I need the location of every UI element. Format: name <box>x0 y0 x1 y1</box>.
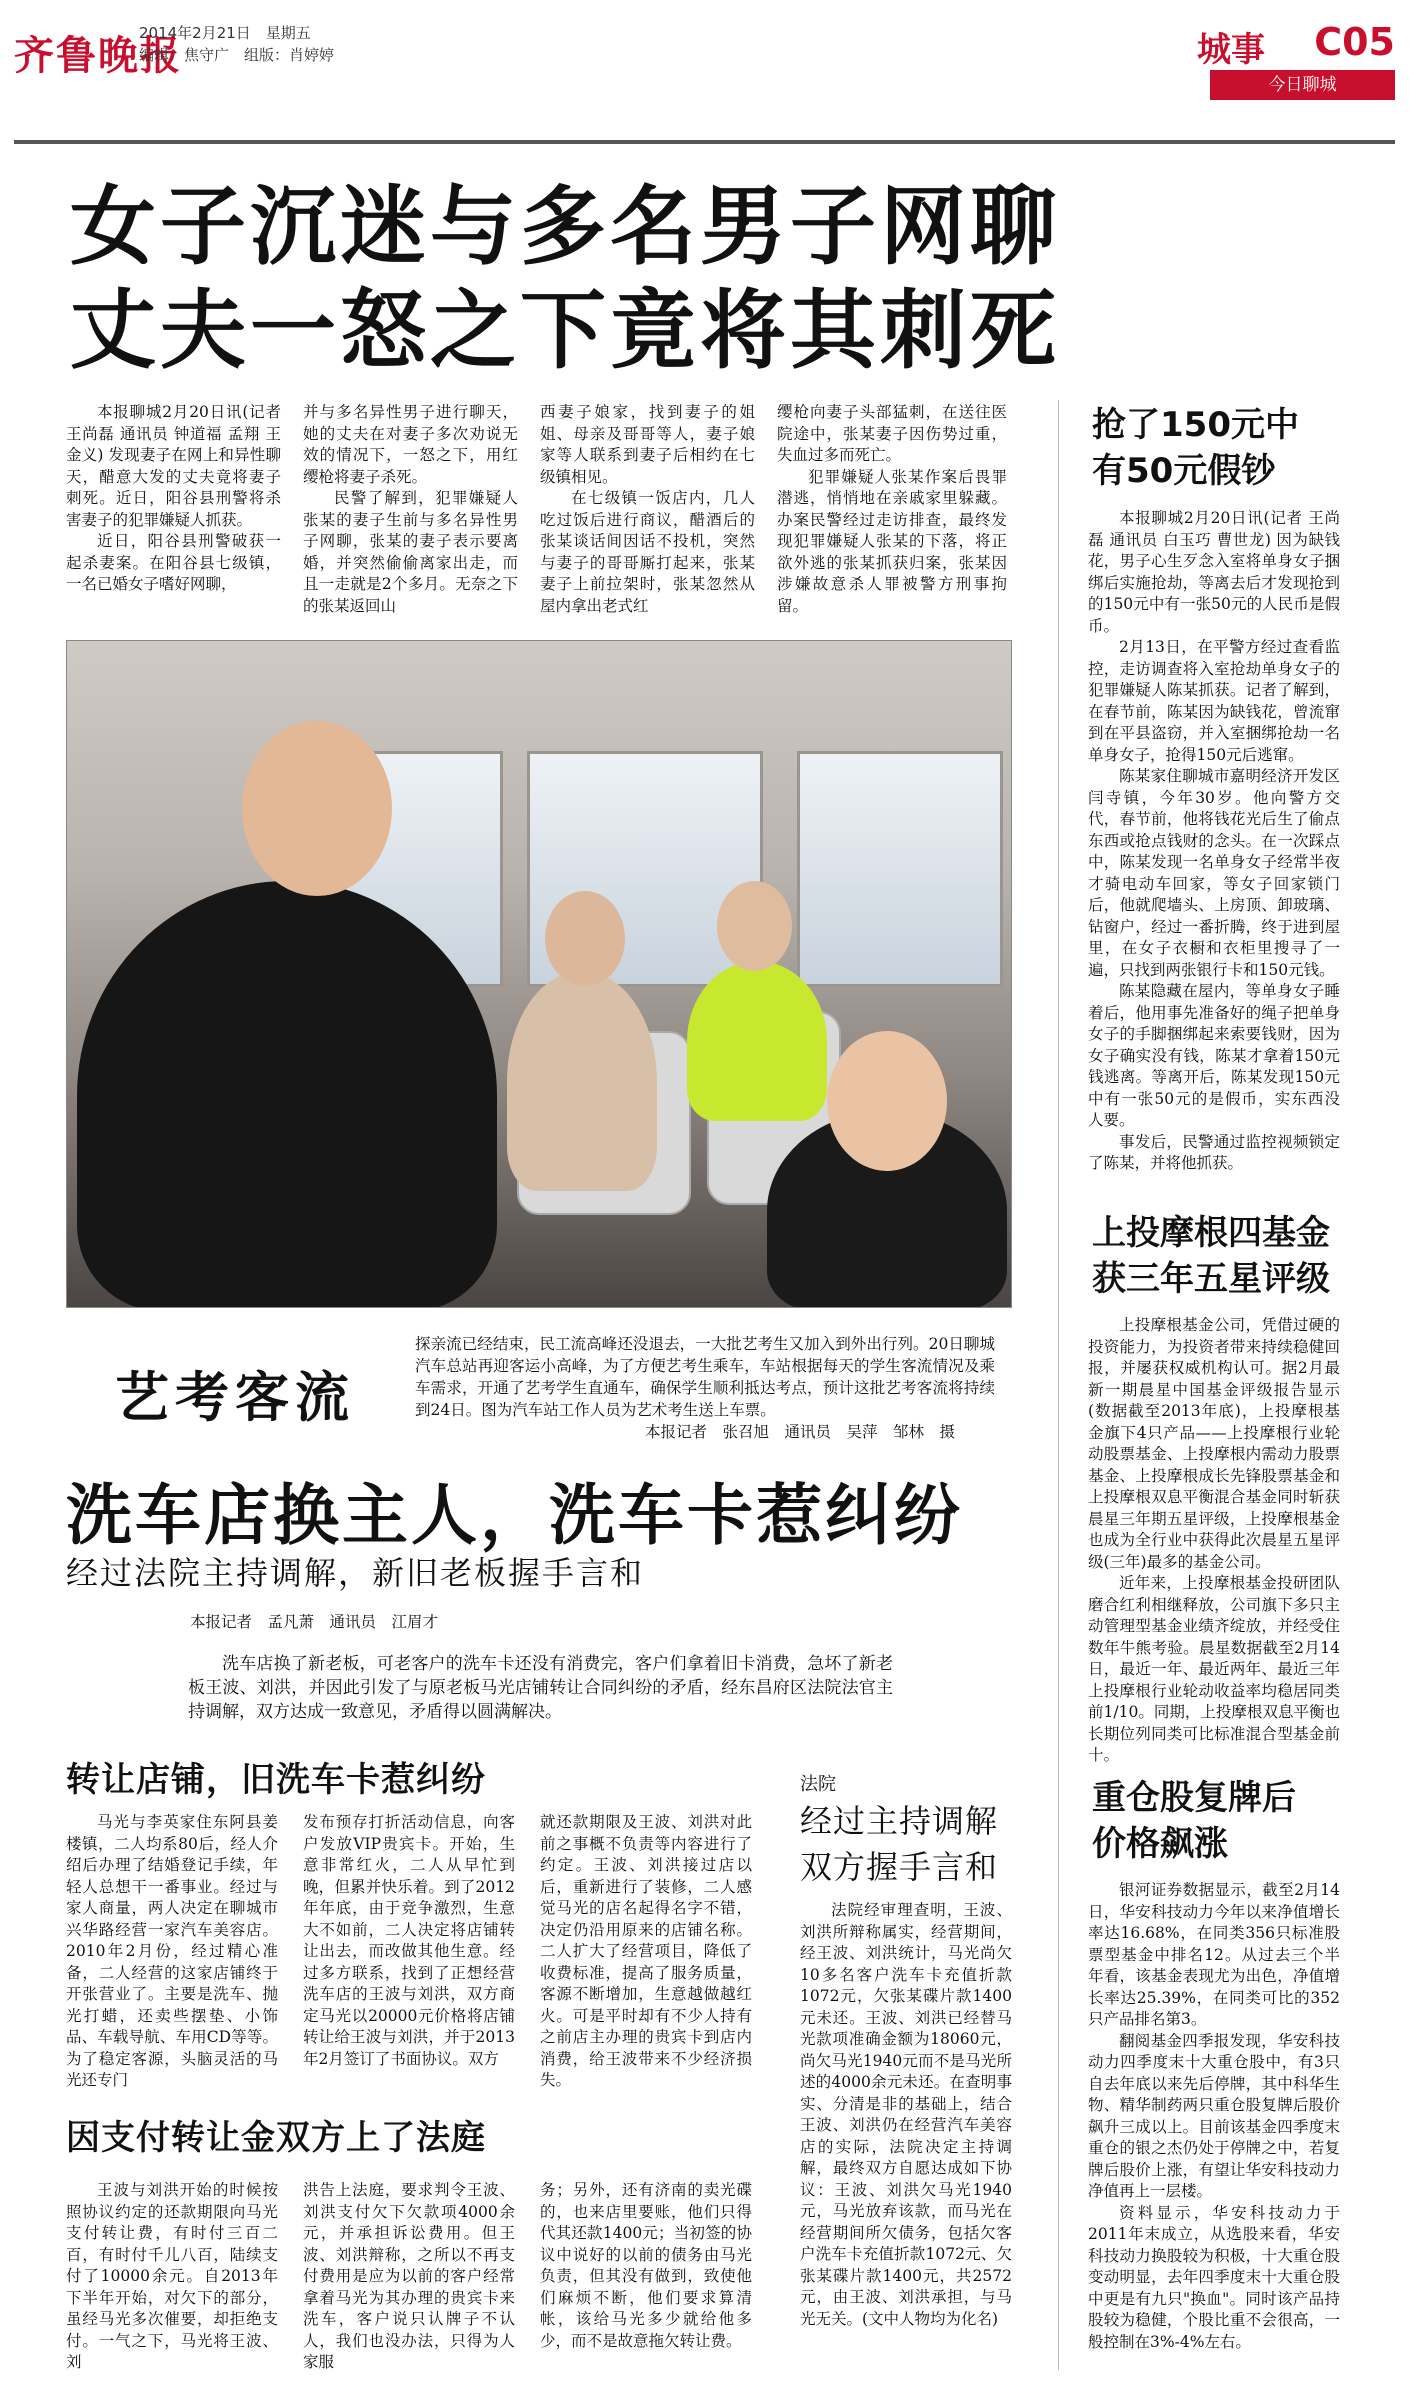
sidebar-headline-1-line2: 有50元假钞 <box>1092 451 1276 491</box>
story2-s2-col2 <box>303 2180 515 2374</box>
lead-column-1 <box>66 402 281 596</box>
subsection-banner: 今日聊城 <box>1210 70 1395 100</box>
lead-column-2 <box>303 402 518 617</box>
story2-lead: 洗车店换了新老板，可老客户的洗车卡还没有消费完，客户们拿着旧卡消费，急坏了新老板王波、刘洪，并因此引发了与原老板马光店铺转让合同纠纷的矛盾，经东昌府区法院法官主持调解，双方达成一致意见，矛盾得以圆满解决。 <box>188 1654 893 1722</box>
paragraph: 并与多名异性男子进行聊天，她的丈夫在对妻子多次劝说无效的情况下，一怒之下，用红缨枪将妻子杀死。 <box>303 403 518 486</box>
paragraph: 陈某隐藏在屋内，等单身女子睡着后，他用事先准备好的绳子把单身女子的手脚捆绑起来索要钱财，因为女子确实没有钱，陈某才拿着150元钱逃离。等离开后，陈某发现150元中有一张50元的是假币，实东西没人要。 <box>1088 982 1340 1129</box>
paragraph: 翻阅基金四季报发现，华安科技动力四季度末十大重仓股中，有3只自去年底以来先后停牌，其中科华生物、精华制药两只重仓股复牌后股价飙升三成以上。目前该基金四季度末重仓的银之杰仍处于停牌之中，若复牌后股价上涨，有望让华安科技动力净值再上一层楼。 <box>1088 2031 1340 2200</box>
lead-headline-line1: 女子沉迷与多名男子网聊 <box>70 177 1060 277</box>
lead-headline-line2: 丈夫一怒之下竟将其刺死 <box>70 281 1060 381</box>
paragraph: 在七级镇一饭店内，几人吃过饭后进行商议，醋酒后的张某谈话间因话不投机，突然与妻子的哥哥厮打起来，张某妻子上前拉架时，张某忽然从屋内拿出老式红 <box>540 489 755 615</box>
masthead <box>14 14 1395 124</box>
paragraph: 近日，阳谷县刑警破获一起杀妻案。在阳谷县七级镇，一名已婚女子嗜好网聊， <box>66 532 281 593</box>
court-kicker: 法院 <box>800 1774 836 1795</box>
court-headline-line2: 双方握手言和 <box>800 1848 999 1886</box>
paragraph: 事发后，民警通过监控视频锁定了陈某，并将他抓获。 <box>1088 1132 1340 1172</box>
court-headline-line1: 经过主持调解 <box>800 1802 999 1840</box>
story2-subhead-1: 转让店铺，旧洗车卡惹纠纷 <box>66 1760 486 1800</box>
newspaper-logo: 齐鲁晚报 <box>14 32 182 79</box>
paragraph: 西妻子娘家，找到妻子的姐姐、母亲及哥哥等人，妻子娘家等人联系到妻子后相约在七级镇相见。 <box>540 403 755 486</box>
paragraph: 法院经审理查明，王波、刘洪所辩称属实，经营期间，经王波、刘洪统计，马光尚欠10多名客户洗车卡充值折款1072元，欠张某碟片款1400元未还。王波、刘洪已经替马光款项准确金额为18060元，尚欠马光1940元而不是马光所述的4000余元未还。在查明事实、分清是非的基础上，结合王波、刘洪仍在经营汽车美容店的实际，法院决定主持调解，最终双方自愿达成如下协议：王波、刘洪欠马光1940元，马光放弃该款，而马光在经营期间所欠债务，包括欠客户洗车卡充值折款1072元、欠张某碟片款1400元，共2572元，由王波、刘洪承担，与马光无关。(文中人物均为化名) <box>800 1901 1012 2328</box>
sidebar-headline-2-line2: 获三年五星评级 <box>1092 1259 1330 1299</box>
column-divider <box>1058 400 1059 2370</box>
sidebar-headline-1 <box>1092 402 1299 494</box>
paragraph: 本报聊城2月20日讯(记者 王尚磊 通讯员 钟道福 孟翔 王金义) 发现妻子在网上和异性聊天，醋意大发的丈夫竟将妻子刺死。近日，阳谷县刑警将杀害妻子的犯罪嫌疑人抓获。 <box>66 403 281 529</box>
court-column <box>800 1900 1012 2330</box>
editors-line: 编辑：焦守广 组版：肖婷婷 <box>139 46 335 64</box>
sidebar-headline-1-line1: 抢了150元中 <box>1092 405 1299 445</box>
sidebar-story-1 <box>1088 508 1340 1175</box>
story2-headline: 洗车店换主人，洗车卡惹纠纷 <box>66 1477 963 1554</box>
story2-byline: 本报记者 孟凡萧 通讯员 江眉才 <box>190 1613 439 1631</box>
story2-s2-col3 <box>540 2180 752 2352</box>
story2-s1-col1 <box>66 1812 278 2092</box>
paragraph: 资料显示，华安科技动力于2011年末成立，从选股来看，华安科技动力换股较为积极，十大重仓股变动明显，去年四季度末十大重仓股中更是有九只"换血"。同时该产品持股较为稳健，个股比重不会很高，一般控制在3%-4%左右。 <box>1088 2203 1340 2351</box>
section-title: 城事 <box>1197 30 1265 70</box>
sidebar-headline-2 <box>1092 1210 1330 1302</box>
issue-date: 2014年2月21日 星期五 <box>139 24 311 42</box>
story2-s2-col1 <box>66 2180 278 2374</box>
story2-subhead-2: 因支付转让金双方上了法庭 <box>66 2118 486 2158</box>
paragraph: 务；另外，还有济南的卖光碟的，也来店里要账，他们只得代其还款1400元；当初签的协议中说好的以前的债务由马光负责，但其没有做到，致使他们麻烦不断，他们要求算清帐，该给马光多少就给他多少，而不是故意拖欠转让费。 <box>540 2181 752 2350</box>
sidebar-headline-3-line2: 价格飙涨 <box>1092 1824 1228 1864</box>
paragraph: 缨枪向妻子头部猛刺，在送往医院途中，张某妻子因伤势过重，失血过多而死亡。 <box>777 403 1007 464</box>
paragraph: 银河证券数据显示，截至2月14日，华安科技动力今年以来净值增长率达16.68%，在同类356只标准股票型基金中排名12。从过去三个半年看，该基金表现尤为出色，净值增长率达25.39%，在同类可比的352只产品排名第3。 <box>1088 1881 1340 2028</box>
paragraph: 马光与李英家住东阿县姜楼镇，二人均系80后，经人介绍后办理了结婚登记手续，年轻人总想干一番事业。经过与家人商量，两人决定在聊城市兴华路经营一家汽车美容店。2010年2月份，经过精心准备，二人经营的这家店铺终于开张营业了。主要是洗车、抛光打蜡，还卖些摆垫、小饰品、车载导航、车用CD等等。为了稳定客源，头脑灵活的马光还专门 <box>66 1813 278 2089</box>
paragraph: 本报聊城2月20日讯(记者 王尚磊 通讯员 白玉巧 曹世龙) 因为缺钱花，男子心生歹念入室将单身女子捆绑后实施抢劫，等离去后才发现抢到的150元中有一张50元的人民币是假币。 <box>1088 509 1340 635</box>
lead-column-3 <box>540 402 755 617</box>
paragraph: 发布预存打折活动信息，向客户发放VIP贵宾卡。开始，生意非常红火，二人从早忙到晚，但累并快乐着。到了2012年年底，由于竞争激烈，生意大不如前，二人决定将店铺转让出去，而改做其他生意。经过多方联系，找到了正想经营洗车店的王波与刘洪，双方商定马光以20000元价格将店铺转让给王波与刘洪，并于2013年2月签订了书面协议。双方 <box>303 1813 515 2068</box>
court-headline <box>800 1798 998 1890</box>
story2-s1-col3 <box>540 1812 752 2092</box>
paragraph: 民警了解到，犯罪嫌疑人张某的妻子生前与多名异性男子网聊，张某的妻子表示要离婚，并突然偷偷离家出走，而且一走就是2个多月。无奈之下的张某返回山 <box>303 489 518 615</box>
photo-caption <box>415 1333 995 1443</box>
caption-text: 探亲流已经结束，民工流高峰还没退去，一大批艺考生又加入到外出行列。20日聊城汽车总站再迎客运小高峰，为了方便艺考生乘车，车站根据每天的学生客流情况及乘车需求，开通了艺考学生直通车，确保学生顺利抵达考点，预计这批艺考客流将持续到24日。图为汽车站工作人员为艺术考生送上车票。 <box>415 1335 995 1419</box>
sidebar-story-3 <box>1088 1880 1340 2353</box>
paragraph: 2月13日，在平警方经过查看监控，走访调查将入室抢劫单身女子的犯罪嫌疑人陈某抓获。记者了解到，在春节前，陈某因为缺钱花，曾流窜到在平县盗窃，并入室捆绑抢劫一名单身女子，抢得150元后逃窜。 <box>1088 638 1340 764</box>
header-rule <box>14 140 1395 144</box>
sidebar-headline-2-line1: 上投摩根四基金 <box>1092 1213 1330 1253</box>
lead-column-4 <box>777 402 1007 617</box>
photo-credit: 本报记者 张召旭 通讯员 吴萍 邹林 摄 <box>644 1423 955 1441</box>
paragraph: 王波与刘洪开始的时候按照协议约定的还款期限向马光支付转让费，有时付三百二百，有时付千儿八百，陆续支付了10000余元。自2013年下半年开始，对欠下的部分，虽经马光多次催要，却拒绝支付。一气之下，马光将王波、刘 <box>66 2181 278 2371</box>
paragraph: 就还款期限及王波、刘洪对此前之事概不负责等内容进行了约定。王波、刘洪接过店以后，重新进行了装修，二人感觉马光的店名起得名字不错，决定仍沿用原来的店铺名称。二人扩大了经营项目，降低了收费标准，提高了服务质量，客源不断增加，生意越做越红火。可是平时却有不少人持有之前店主办理的贵宾卡到店内消费，给王波带来不少经济损失。 <box>540 1813 752 2089</box>
story2-s1-col2 <box>303 1812 515 2070</box>
paragraph: 陈某家住聊城市嘉明经济开发区闫寺镇，今年30岁。他向警方交代，春节前，他将钱花光后生了偷点东西或抢点钱财的念头。在一次踩点中，陈某发现一名单身女子经常半夜才骑电动车回家，等女子回家锁门后，他就爬墙头、上房顶、卸玻璃、钻窗户，经过一番折腾，终于进到屋里，在女子衣橱和衣柜里搜寻了一遍，只找到两张银行卡和150元钱。 <box>1088 767 1340 979</box>
paragraph: 近年来，上投摩根基金投研团队磨合红利相继释放，公司旗下多只主动管理型基金业绩齐绽放，并经受住数年牛熊考验。晨星数据截至2月14日，最近一年、最近两年、最近三年上投摩根行业轮动收益率均稳居同类前1/10。同期，上投摩根双息平衡也长期位列同类可比标准混合型基金前十。 <box>1088 1574 1340 1764</box>
paragraph: 洪告上法庭，要求判令王波、刘洪支付欠下欠款项4000余元，并承担诉讼费用。但王波、刘洪辩称，之所以不再支付费用是应为以前的客户经常拿着马光为其办理的贵宾卡来洗车，客户说只认牌子不认人，我们也没办法，只得为人家服 <box>303 2181 515 2371</box>
story2-subheadline: 经过法院主持调解，新旧老板握手言和 <box>66 1554 645 1592</box>
lead-headline <box>70 175 1070 383</box>
photo-title: 艺考客流 <box>115 1366 355 1429</box>
bus-photo <box>66 640 1012 1308</box>
paragraph: 犯罪嫌疑人张某作案后畏罪潜逃，悄悄地在亲戚家里躲藏。办案民警经过走访排查，最终发现犯罪嫌疑人张某的下落，将正欲外逃的张某抓获归案，张某因涉嫌故意杀人罪被警方刑事拘留。 <box>777 467 1007 615</box>
page-number: C05 <box>1314 20 1395 64</box>
sidebar-headline-3 <box>1092 1775 1296 1867</box>
sidebar-story-2 <box>1088 1315 1340 1767</box>
paragraph: 上投摩根基金公司，凭借过硬的投资能力，为投资者带来持续稳健回报，并屡获权威机构认可。据2月最新一期晨星中国基金评级报告显示(数据截至2013年底)，上投摩根基金旗下4只产品——上投摩根行业轮动股票基金、上投摩根内需动力股票基金、上投摩根成长先锋股票基金和上投摩根双息平衡混合基金同时斩获晨星三年期五星评级，上投摩根基金也成为全行业中获得此次晨星五星评级(三年)最多的基金公司。 <box>1088 1316 1340 1571</box>
sidebar-headline-3-line1: 重仓股复牌后 <box>1092 1778 1296 1818</box>
